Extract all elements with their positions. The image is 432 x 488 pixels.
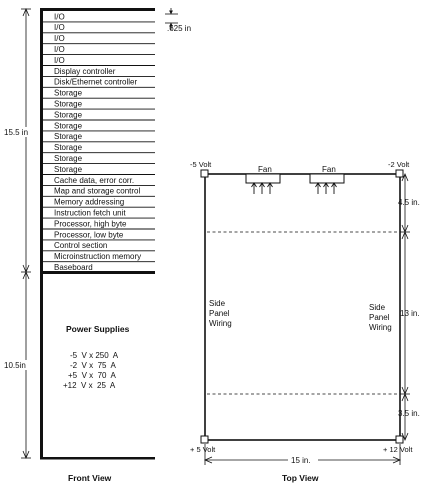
slot-pitch-label: .625 in [167,24,192,33]
top-view [190,160,420,483]
front-frame-left [40,9,43,459]
card-slot-label: Storage [54,154,83,163]
power-supply-row: -5 V x 250 A [70,351,119,360]
dim-label-middle: 13 in. [400,309,420,318]
corner-label-top-left: -5 Volt [190,160,212,169]
card-slot-label: Processor, low byte [54,230,124,240]
power-supplies-title: Power Supplies [66,324,130,334]
card-slot-label: Processor, high byte [54,219,127,229]
power-supplies-block [63,324,130,390]
terminal-top-left [201,170,208,177]
card-slot-label: I/O [54,45,65,54]
card-slot-label: Storage [54,121,83,131]
card-slot-label: I/O [54,12,65,22]
corner-label-top-right: -2 Volt [388,160,410,169]
front-view-caption: Front View [68,473,112,483]
card-slot-label: Control section [54,241,108,251]
fan-label: Fan [258,165,272,174]
card-slot-label: I/O [54,55,65,65]
dim-label-top: 4.5 in. [398,198,420,207]
card-slot-label: Memory addressing [54,197,125,207]
side-label-line: Side [369,303,386,312]
fan-left [246,165,280,194]
card-slot-label: Baseboard [54,263,93,272]
airflow-arrows-icon [252,183,273,194]
fan-right [310,165,344,194]
terminal-top-right [396,170,403,177]
card-slot-label: I/O [54,23,65,33]
side-label-line: Wiring [369,323,392,332]
side-label-line: Panel [209,309,230,318]
card-slot-label: Microinstruction memory [54,252,142,262]
terminal-bottom-left [201,436,208,443]
fan-label: Fan [322,165,336,174]
front-height-lower-label: 10.5in [4,361,26,370]
side-panel-wiring-left [209,299,232,328]
card-slot-label: Instruction fetch unit [54,208,126,218]
card-slot-label: Storage [54,110,83,120]
card-slot-label: Storage [54,132,83,142]
dim-label-bottom: 3.5 in. [398,409,420,418]
corner-label-bottom-right: + 12 Volt [383,445,413,454]
card-slot-label: Storage [54,143,83,153]
card-slot-label: Display controller [54,66,116,76]
power-supply-row: -2 V x 75 A [70,361,116,370]
card-slot-list [43,12,155,272]
card-slot-label: Map and storage control [54,186,141,196]
corner-label-bottom-left: + 5 Volt [190,445,216,454]
front-height-upper-label: 15.5 in [4,128,29,137]
side-panel-wiring-right [369,303,392,332]
airflow-arrows-icon [316,183,337,194]
power-supply-row: +5 V x 70 A [68,371,116,380]
front-view [4,8,191,483]
front-height-dimension [4,9,31,458]
front-frame-top [40,8,155,11]
side-label-line: Panel [369,313,390,322]
card-slot-label: Storage [54,88,83,98]
top-view-depth-dimension [398,174,420,440]
card-slot-label: Storage [54,99,83,109]
front-frame-bottom [40,457,155,460]
terminal-bottom-right [396,436,403,443]
top-view-width-dimension [205,444,400,465]
card-slot-label: Storage [54,164,83,174]
card-slot-label: I/O [54,34,65,44]
slot-pitch-dimension [165,8,191,33]
top-view-caption: Top View [282,473,319,483]
side-label-line: Side [209,299,226,308]
card-slot-label: Disk/Ethernet controller [54,77,138,87]
power-supply-row: +12 V x 25 A [63,381,116,390]
side-label-line: Wiring [209,319,232,328]
dim-label-width: 15 in. [291,456,311,465]
card-slot-label: Cache data, error corr. [54,175,135,185]
